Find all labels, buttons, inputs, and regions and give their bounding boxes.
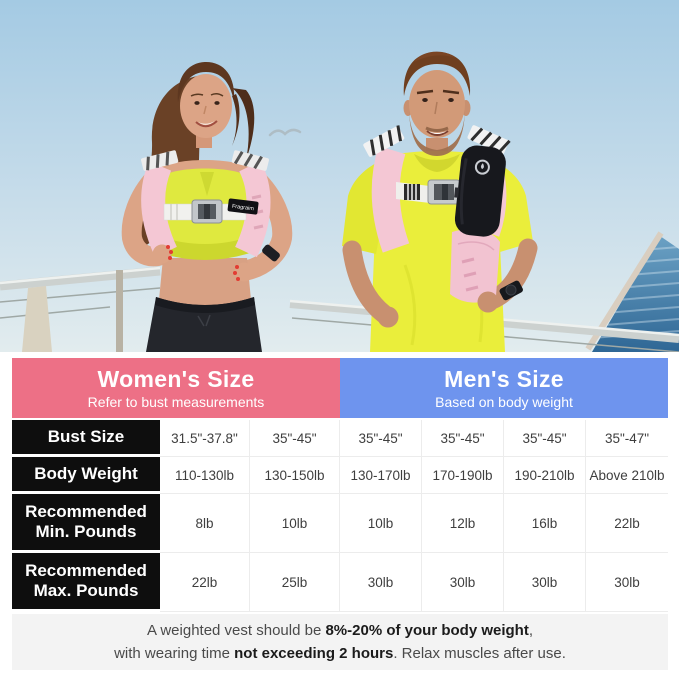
vest-brand-label: Fragraim bbox=[231, 203, 255, 213]
body-weight-cell: 110-130lb bbox=[160, 457, 250, 494]
body-weight-cell: 130-150lb bbox=[250, 457, 340, 494]
man-left-hand bbox=[378, 307, 399, 328]
body-weight-cell: 130-170lb bbox=[340, 457, 422, 494]
mens-size-header bbox=[340, 358, 668, 418]
body-weight-cell: Above 210lb bbox=[586, 457, 668, 494]
size-chart-header bbox=[12, 358, 668, 418]
size-chart bbox=[12, 358, 668, 670]
min-pounds-cell: 10lb bbox=[250, 494, 340, 553]
man-right-hand bbox=[478, 292, 499, 313]
row-header-body-weight: Body Weight bbox=[12, 457, 160, 494]
womens-size-title: Women's Size bbox=[97, 366, 255, 392]
max-pounds-cell: 30lb bbox=[340, 553, 422, 612]
mens-size-title: Men's Size bbox=[444, 366, 564, 392]
body-weight-cell: 190-210lb bbox=[504, 457, 586, 494]
row-header-bust-size: Bust Size bbox=[12, 420, 160, 457]
vest-front-panel bbox=[450, 229, 500, 302]
bust-size-cell: 35"-45" bbox=[340, 420, 422, 457]
min-pounds-cell: 16lb bbox=[504, 494, 586, 553]
bust-size-cell: 35"-45" bbox=[422, 420, 504, 457]
min-pounds-cell: 8lb bbox=[160, 494, 250, 553]
max-pounds-cell: 30lb bbox=[586, 553, 668, 612]
row-header-max-pounds: Recommended Max. Pounds bbox=[12, 553, 160, 612]
usage-note-line-2: with wearing time not exceeding 2 hours. Relax muscles after use. bbox=[114, 645, 566, 662]
bust-size-cell: 31.5"-37.8" bbox=[160, 420, 250, 457]
min-pounds-cell: 12lb bbox=[422, 494, 504, 553]
min-pounds-cell: 22lb bbox=[586, 494, 668, 553]
usage-note-line-1: A weighted vest should be 8%-20% of your body weight, bbox=[147, 621, 533, 639]
bust-size-cell: 35"-45" bbox=[504, 420, 586, 457]
body-weight-cell: 170-190lb bbox=[422, 457, 504, 494]
bust-size-cell: 35"-45" bbox=[250, 420, 340, 457]
row-header-min-pounds: Recommended Min. Pounds bbox=[12, 494, 160, 553]
min-pounds-cell: 10lb bbox=[340, 494, 422, 553]
womens-size-subtitle: Refer to bust measurements bbox=[87, 394, 265, 410]
max-pounds-cell: 30lb bbox=[504, 553, 586, 612]
size-chart-body bbox=[12, 420, 668, 612]
max-pounds-cell: 25lb bbox=[250, 553, 340, 612]
max-pounds-cell: 22lb bbox=[160, 553, 250, 612]
womens-size-header bbox=[12, 358, 340, 418]
mens-size-subtitle: Based on body weight bbox=[435, 394, 573, 410]
usage-note bbox=[12, 614, 668, 670]
railing-post-thin bbox=[116, 270, 123, 352]
max-pounds-cell: 30lb bbox=[422, 553, 504, 612]
bust-size-cell: 35"-47" bbox=[586, 420, 668, 457]
